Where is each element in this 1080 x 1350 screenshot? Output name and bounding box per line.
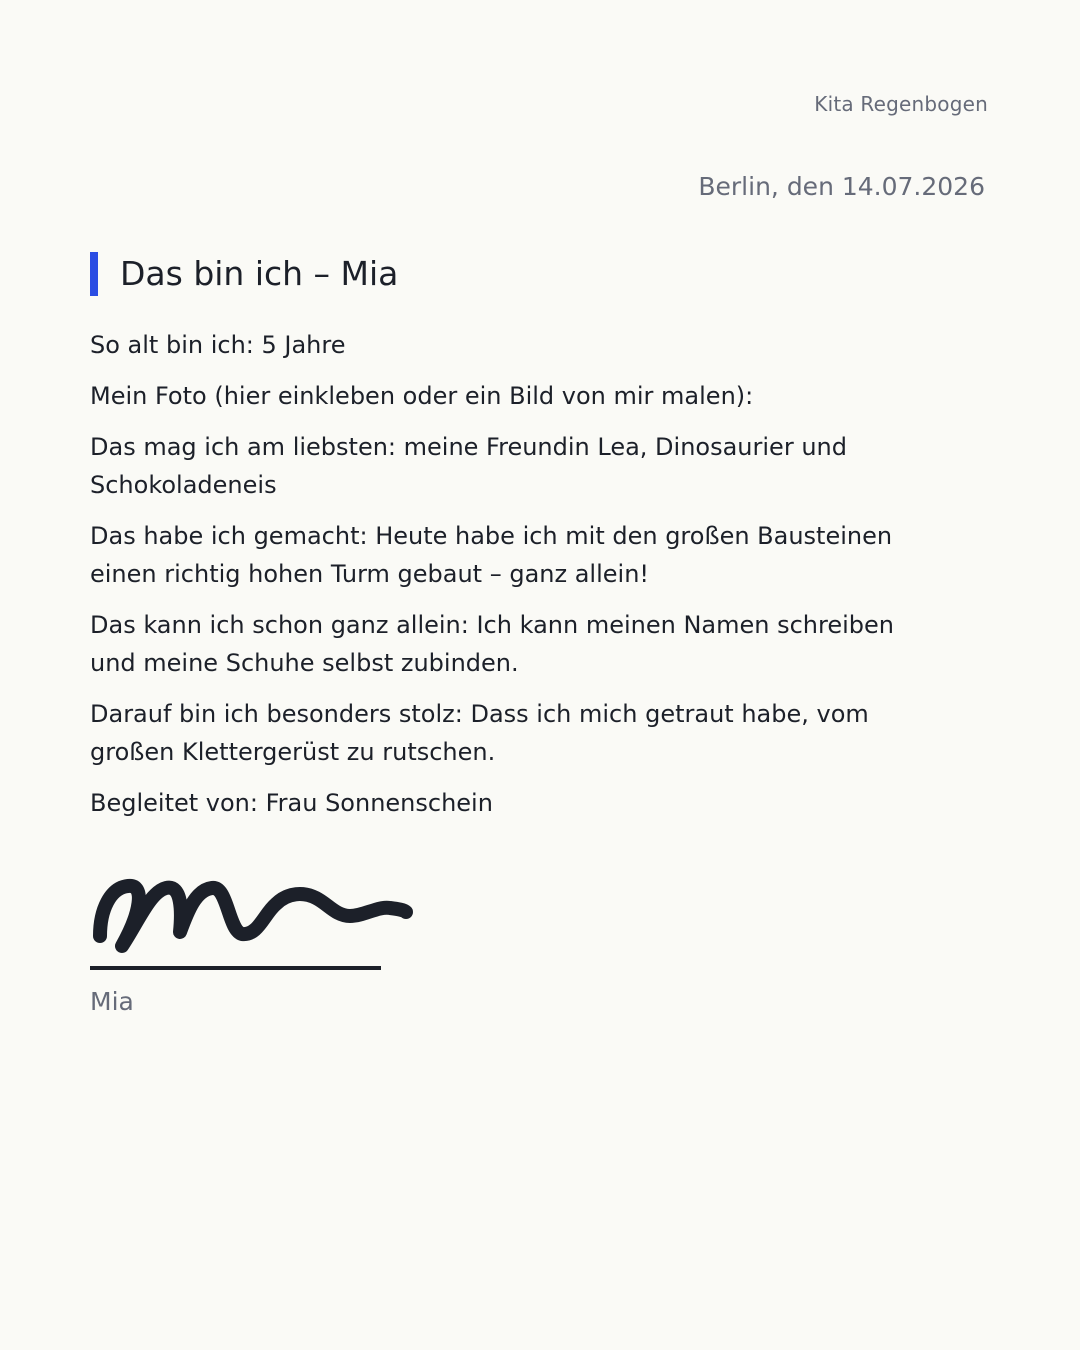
document-body: [90, 326, 910, 835]
field-age: So alt bin ich: 5 Jahre: [90, 331, 346, 359]
handwritten-signature: [88, 870, 418, 960]
signer-name: Mia: [90, 987, 134, 1016]
field-skills: Das kann ich schon ganz allein: Ich kann meinen Namen schreiben und meine Schuhe selbst zubinden.: [90, 611, 894, 677]
place-and-date: Berlin, den 14.07.2026: [698, 172, 985, 201]
document-title: Das bin ich – Mia: [90, 252, 398, 296]
field-favorites: Das mag ich am liebsten: meine Freundin Lea, Dinosaurier und Schokoladeneis: [90, 433, 847, 499]
institution-name: Kita Regenbogen: [814, 92, 988, 116]
field-activity: Das habe ich gemacht: Heute habe ich mit den großen Bausteinen einen richtig hohen Turm gebaut – ganz allein!: [90, 522, 893, 588]
field-proud: Darauf bin ich besonders stolz: Dass ich mich getraut habe, vom großen Klettergerüst zu rutschen.: [90, 700, 869, 766]
field-photo: Mein Foto (hier einkleben oder ein Bild von mir malen):: [90, 382, 754, 410]
signature-line: [90, 966, 381, 970]
field-accompanied-by: Begleitet von: Frau Sonnenschein: [90, 789, 493, 817]
